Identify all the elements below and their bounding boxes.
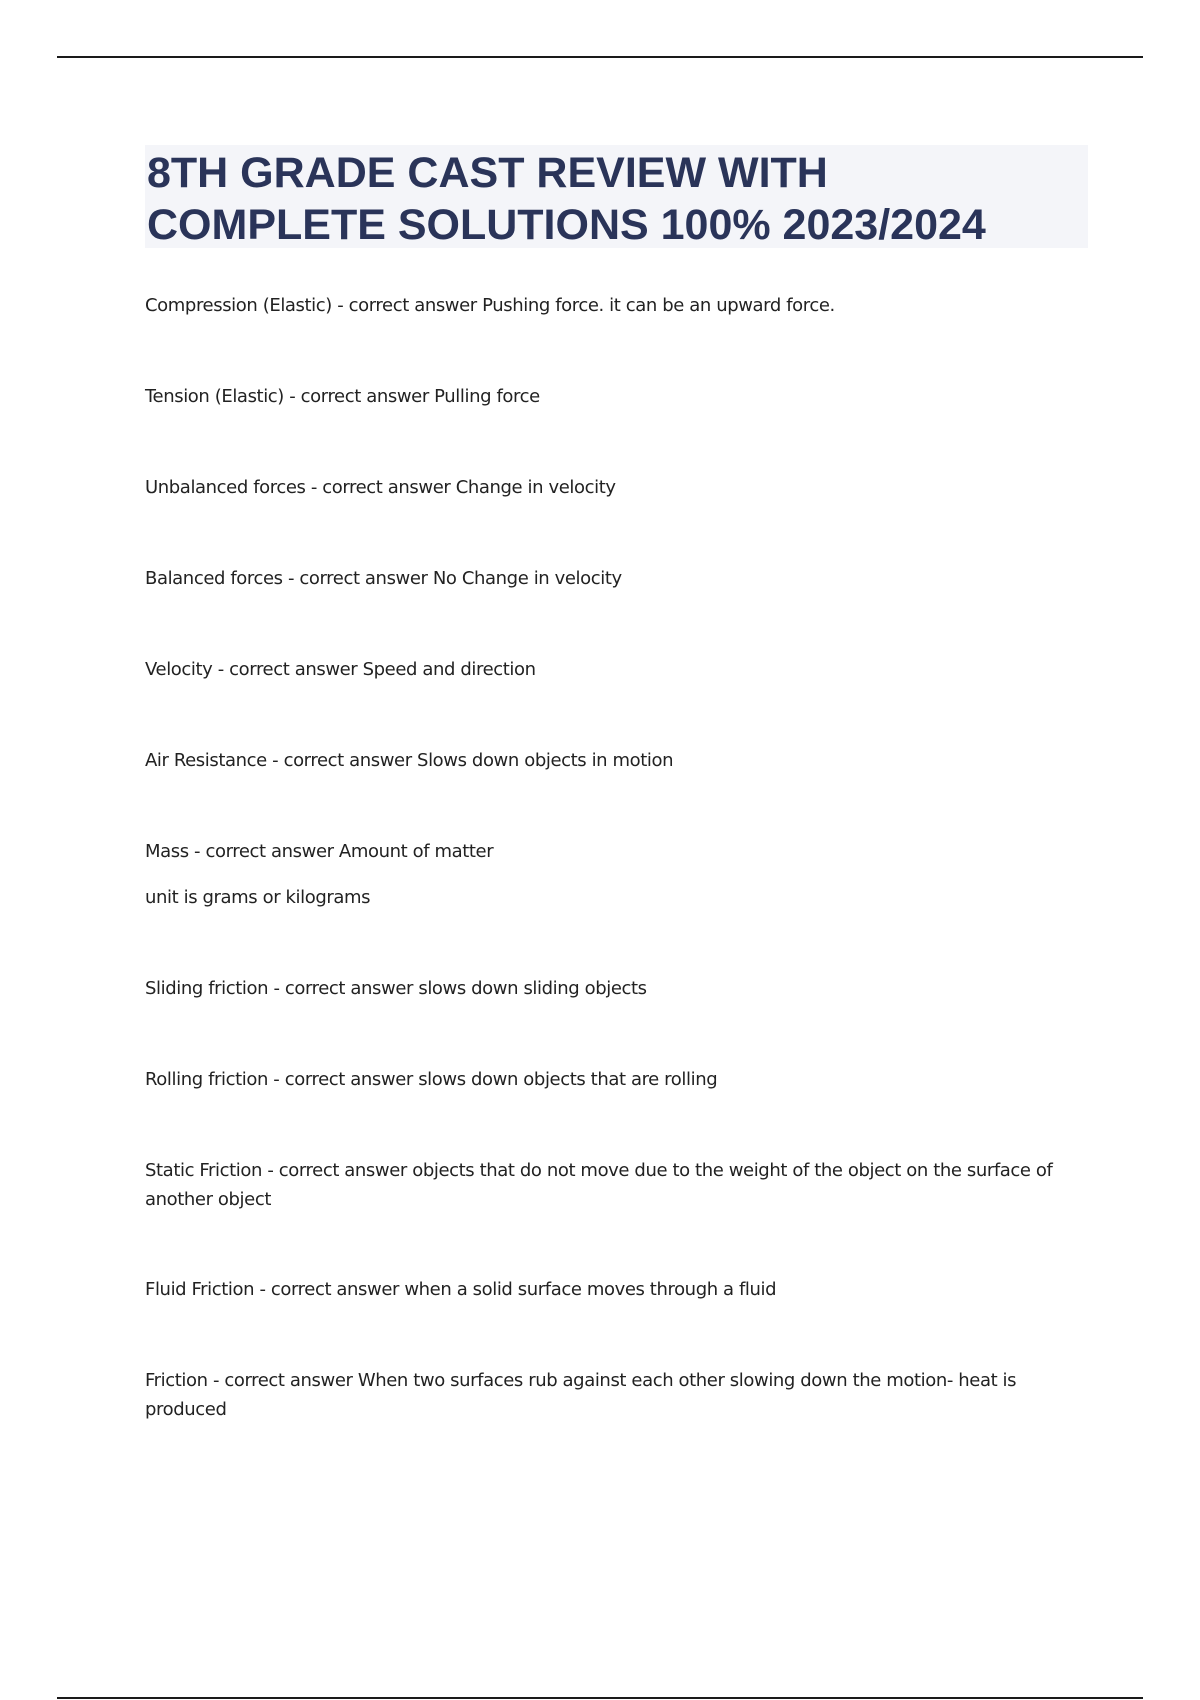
bottom-rule [57,1697,1143,1699]
qa-entry-text: Tension (Elastic) - correct answer Pulling force [145,386,540,407]
qa-entry-balanced-forces [145,564,1075,593]
qa-entry-text: Sliding friction - correct answer slows down sliding objects [145,978,647,999]
qa-entry-air-resistance [145,746,1075,775]
qa-entry-static-friction [145,1156,1075,1214]
qa-entry-text: Air Resistance - correct answer Slows down objects in motion [145,750,674,771]
qa-entry-rolling-friction [145,1065,1075,1094]
qa-entry-mass [145,837,1075,912]
qa-entry-text: Unbalanced forces - correct answer Change in velocity [145,477,616,498]
qa-entry-text: Balanced forces - correct answer No Change in velocity [145,568,622,589]
title-block [145,145,1088,248]
title-line-2: COMPLETE SOLUTIONS 100% 2023/2024 [147,201,986,249]
qa-entry-extra-text: unit is grams or kilograms [145,887,371,908]
qa-entry-friction [145,1366,1075,1424]
qa-entry-text: Rolling friction - correct answer slows down objects that are rolling [145,1069,718,1090]
qa-entry-compression [145,291,1075,320]
top-rule [57,56,1143,58]
qa-entry-text: Velocity - correct answer Speed and direction [145,659,536,680]
qa-entry-sliding-friction [145,974,1075,1003]
qa-entry-text: Static Friction - correct answer objects that do not move due to the weight of the object on the surface of another object [145,1160,1053,1210]
qa-entry-velocity [145,655,1075,684]
qa-entry-text: Compression (Elastic) - correct answer Pushing force. it can be an upward force. [145,295,835,316]
document-title [147,147,1088,251]
qa-entry-fluid-friction [145,1275,1075,1304]
qa-entry-unbalanced-forces [145,473,1075,502]
qa-entry-text: Fluid Friction - correct answer when a solid surface moves through a fluid [145,1279,777,1300]
title-line-1: 8TH GRADE CAST REVIEW WITH [147,149,828,197]
qa-entry-text: Mass - correct answer Amount of matter [145,841,494,862]
qa-entry-text: Friction - correct answer When two surfaces rub against each other slowing down the motion- heat is produced [145,1370,1017,1420]
qa-entry-tension [145,382,1075,411]
